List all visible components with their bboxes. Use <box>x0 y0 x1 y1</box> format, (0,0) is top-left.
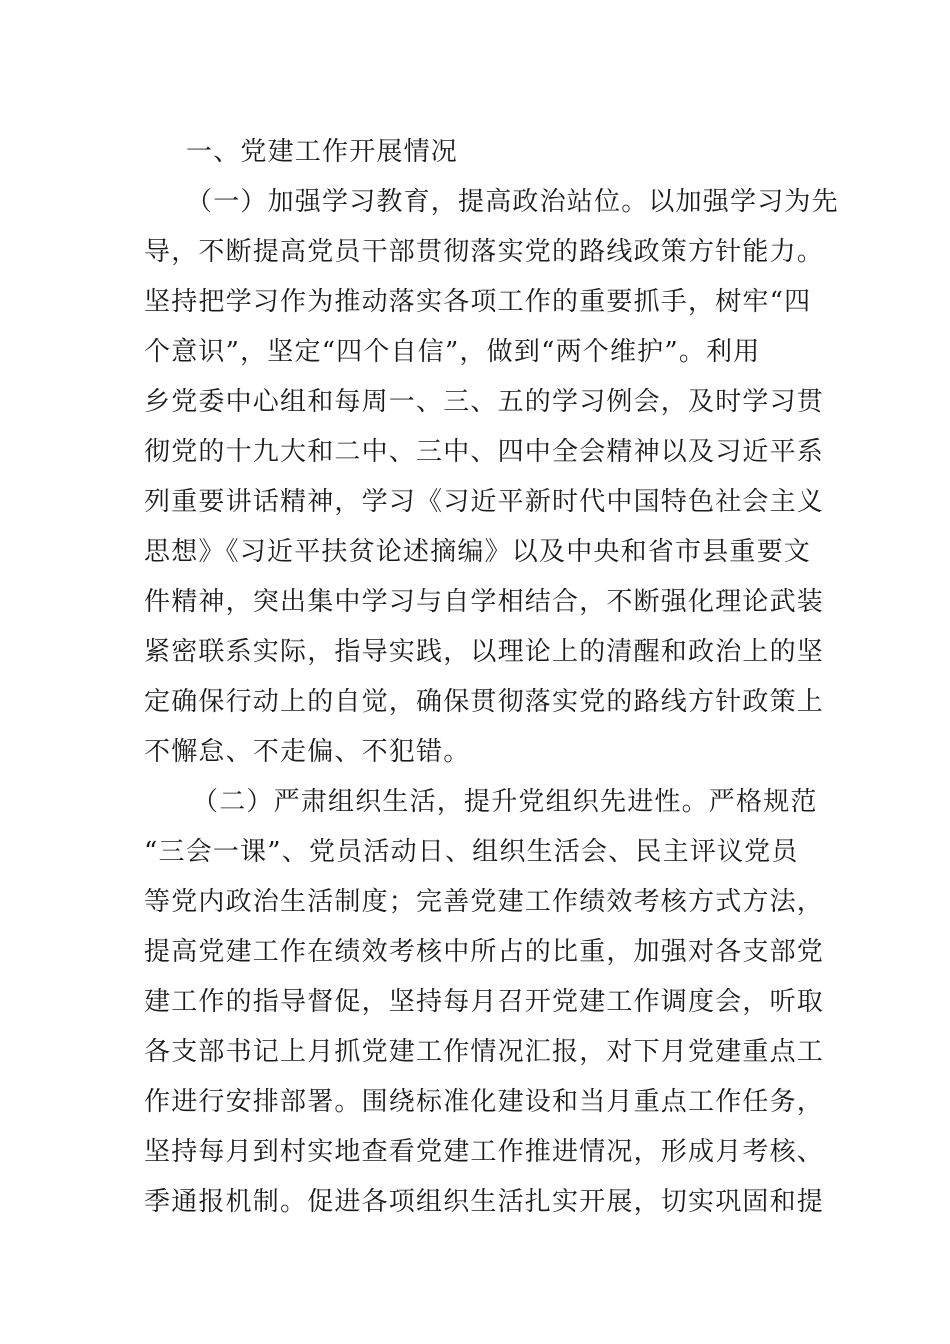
paragraph-line: 不懈怠、不走偏、不犯错。 <box>144 737 471 767</box>
paragraph-line: 乡党委中心组和每周一、三、五的学习例会，及时学习贯 <box>144 387 825 417</box>
paragraph-line: 思想》《习近平扶贫论述摘编》以及中央和省市县重要文 <box>144 537 812 567</box>
paragraph-line: 个意识”，坚定“四个自信”，做到“两个维护”。利用 <box>144 337 761 367</box>
paragraph-line: 列重要讲话精神，学习《习近平新时代中国特色社会主义 <box>144 487 825 517</box>
paragraph-line: 建工作的指导督促，坚持每月召开党建工作调度会，听取 <box>144 987 825 1017</box>
paragraph-line: （一）加强学习教育，提高政治站位。以加强学习为先 <box>186 187 839 217</box>
paragraph-line: 各支部书记上月抓党建工作情况汇报，对下月党建重点工 <box>144 1037 825 1067</box>
paragraph-line: 定确保行动上的自觉，确保贯彻落实党的路线方针政策上 <box>144 687 825 717</box>
section-heading: 一、党建工作开展情况 <box>186 137 459 167</box>
paragraph-line: 等党内政治生活制度；完善党建工作绩效考核方式方法， <box>144 887 825 917</box>
paragraph-line: 彻党的十九大和二中、三中、四中全会精神以及习近平系 <box>144 437 825 467</box>
paragraph-line: 导，不断提高党员干部贯彻落实党的路线政策方针能力。 <box>144 237 825 267</box>
paragraph-line: 坚持每月到村实地查看党建工作推进情况，形成月考核、 <box>144 1137 825 1167</box>
paragraph-line: 季通报机制。促进各项组织生活扎实开展，切实巩固和提 <box>144 1187 825 1217</box>
paragraph-line: 作进行安排部署。围绕标准化建设和当月重点工作任务， <box>144 1087 825 1117</box>
paragraph-line: 坚持把学习作为推动落实各项工作的重要抓手，树牢“四 <box>144 287 812 317</box>
paragraph-line: 紧密联系实际，指导实践，以理论上的清醒和政治上的坚 <box>144 637 825 667</box>
paragraph-line: “三会一课”、党员活动日、组织生活会、民主评议党员 <box>144 837 799 867</box>
paragraph-line: 件精神，突出集中学习与自学相结合，不断强化理论武装 <box>144 587 825 617</box>
paragraph-line: 提高党建工作在绩效考核中所占的比重，加强对各支部党 <box>144 937 825 967</box>
paragraph-line: （二）严肃组织生活，提升党组织先进性。严格规范 <box>192 787 818 817</box>
